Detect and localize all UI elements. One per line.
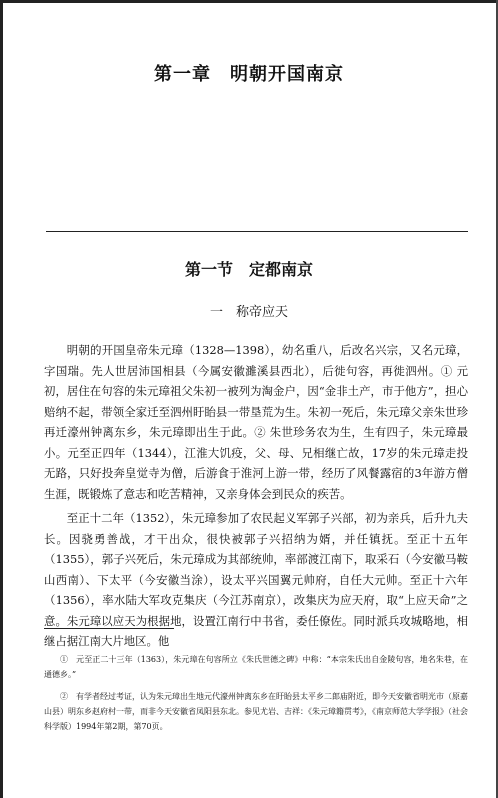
scan-left-edge: [0, 0, 3, 798]
body-paragraph-1: 明朝的开国皇帝朱元璋（1328—1398），幼名重八，后改名兴宗，又名元璋，字国瑞。先人世居沛国相县（今属安徽濉溪县西北），后徙句容，再徙泗州。① 元初，居住在句容的朱元璋祖父朱初一被列为淘金户，因“金非土产，市于他方”，担心赔纳不起，带领全家迁至泗州盱眙县一带垦荒为生。朱初一死后，朱元璋父亲朱世珍再迁濠州钟离东乡，朱元璋即出生于此。② 朱世珍务农为生，生有四子，朱元璋最小。元至正四年（1344），江淮大饥疫，父、母、兄相继亡故，17岁的朱元璋走投无路，只好投奔皇觉寺为僧，后游食于淮河上游一带，经历了风餐露宿的3年游方僧生涯，既锻炼了意志和吃苦精神，又亲身体会到民众的疾苦。: [44, 343, 468, 501]
footnote-1: ① 元至正二十三年（1363），朱元璋在句容所立《朱氏世德之碑》中称：“本宗朱氏出自金陵句容，地名朱巷，在通德乡。”: [44, 655, 468, 679]
chapter-title: 第一章 明朝开国南京: [154, 64, 344, 85]
footnote-divider: [44, 628, 174, 629]
subsection-title: 一 称帝应天: [209, 305, 288, 320]
scan-top-edge: [0, 0, 498, 3]
section-title: 第一节 定都南京: [184, 260, 313, 279]
footnotes: [44, 652, 468, 741]
body-paragraph-2: 至正十二年（1352），朱元璋参加了农民起义军郭子兴部，初为亲兵，后升九夫长。因骁勇善战，才干出众，很快被郭子兴招纳为婿，并任镇抚。至正十五年（1355），郭子兴死后，朱元璋成为其部统帅，率部渡江南下，取采石（今安徽马鞍山西南）、下太平（今安徽当涂），设太平兴国翼元帅府，自任大元帅。至正十六年（1356），率水陆大军攻克集庆（今江苏南京），改集庆为应天府，取“上应天命”之意。朱元璋以应天为根据地，设置江南行中书省，委任僚佐。同时派兵攻城略地，相继占据江南大片地区。他: [44, 511, 468, 648]
chapter-divider: [46, 231, 468, 232]
footnote-2: ② 有学者经过考证，认为朱元璋出生地元代濠州钟离东乡在盱眙县太平乡二郎庙附近，即今天安徽省明光市（原嘉山县）明东乡赵府村一带，而非今天安徽省凤阳县东北。参见尤岩、吉祥：《朱元璋籍贯考》，《南京师范大学学报》（社会科学版）1994年第2期，第70页。: [44, 692, 468, 731]
